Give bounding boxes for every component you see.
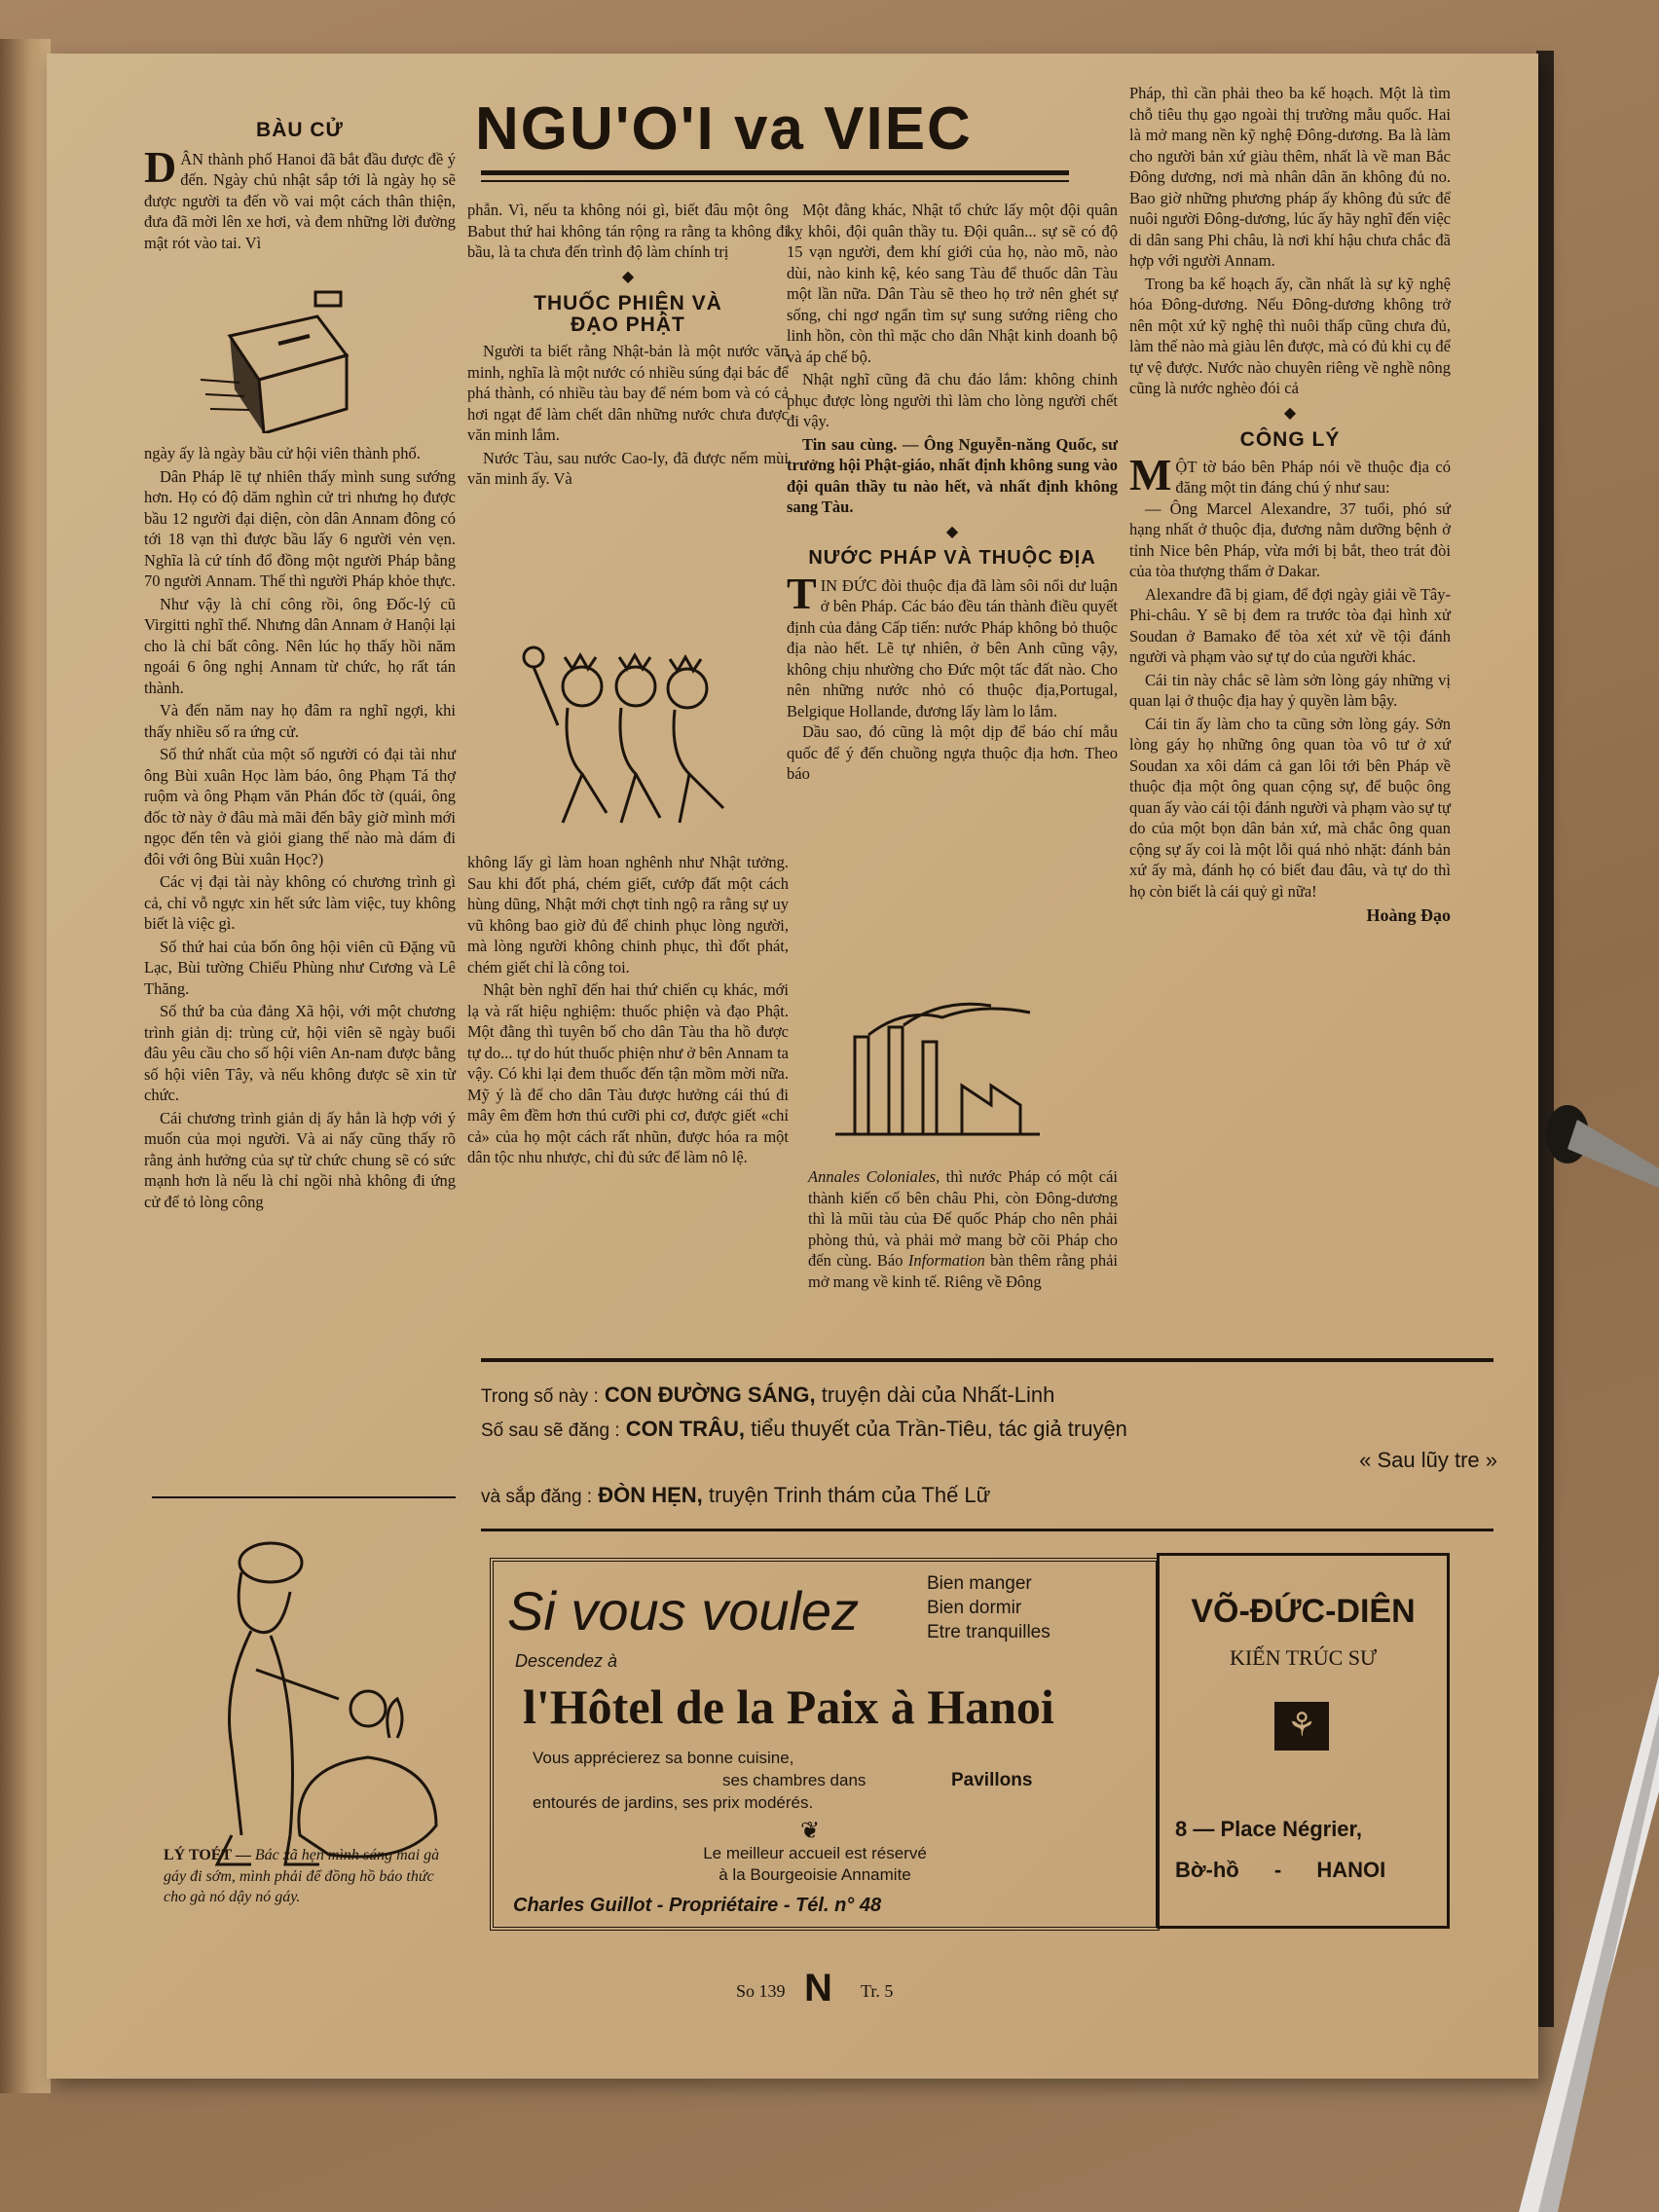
announce-desc: truyện Trinh thám của Thế Lữ	[708, 1483, 991, 1507]
paragraph: ÂN thành phố Hanoi đã bắt đầu được đề ý đến. Ngày chủ nhật sắp tới là ngày họ sẽ được người ta đến vồ vai một cách thân thiện, đưa đã mời lên xe hơi, và đem những lời đường mật rót vào tai. Vì	[144, 149, 456, 252]
italic-title: Information	[907, 1251, 985, 1270]
architect-address-2	[1175, 1858, 1438, 1883]
heading-line: THUỐC PHIỆN VÀ	[534, 292, 722, 314]
cartoon-caption	[164, 1845, 456, 1908]
paragraph: Cái tin ấy làm cho ta cũng sởn lòng gáy. Sởn lòng gáy họ những ông quan tòa vô tư ở xứ Soudan xa xôi dám cả gan lôi tới bên Pháp về thuộc địa một ông quan cộng sự, để buộc ông quan ấy vào cái tội đánh người và phạm vào sự tự do của một bọn dân bản xứ, mà chắc ông quan cộng sự ấy coi là một lỗi quá nhỏ nhặt: đánh bản xứ ấy mà, đánh họ có biết đau đâu, và tự do thì họ còn biết là cái quỷ gì nữa!	[1129, 714, 1451, 901]
ad-option: Bien manger	[927, 1573, 1032, 1594]
architect-address: 8 — Place Négrier,	[1175, 1817, 1362, 1841]
paragraph: Số thứ ba của đảng Xã hội, với một chương trình giản dị: trùng cử, hội viên sẽ ngày buổi đâu yêu cầu cho số hội viên An-nam được bằng số hội viên Tây, và nếu không được sẽ xin từ chức.	[144, 1002, 456, 1104]
article-heading-thuoc-phien	[467, 293, 789, 335]
address-part: HANOI	[1316, 1858, 1386, 1882]
paragraph: Nhật bèn nghĩ đến hai thứ chiến cụ khác, mới lạ và rất hiệu nghiệm: thuốc phiện và đạo Phật. Một đằng thì tuyên bố cho dân Tàu tha hồ được tự do... tự do hút thuốc phiện như ở bên Annam ta vậy. Có khi lại đem thuốc đến tận mồm mời nữa. Mỹ ý là để cho dân Tàu được hưởng cái thú đi mây êm đềm hơn thú cưỡi phi cơ, được giết «chỉ cả» của họ một cách rất nhũn, được hóa ra một dân tộc nhu nhược, chỉ đủ sức để làm nô lệ.	[467, 980, 789, 1166]
column-1-continued	[144, 443, 456, 1214]
ad-descend: Descendez à	[515, 1651, 618, 1671]
paragraph: ngày ấy là ngày bầu cử hội viên thành phố.	[144, 444, 421, 462]
three-marching-figures-illustration	[514, 638, 748, 832]
ad-text-bold: Pavillons	[951, 1770, 1033, 1790]
book-spine	[0, 39, 51, 2093]
column-2-continued	[467, 852, 789, 1170]
ad-text: Vous apprécierez sa bonne cuisine,	[533, 1749, 794, 1767]
paragraph: Alexandre đã bị giam, để đợi ngày giải về Tây-Phi-châu. Y sẽ bị đem ra trước tòa đại hình xử Soudan ở Bamako để tòa xét xử về tội đánh người và phạm vào sự tự do của người khác.	[1129, 584, 1451, 666]
paragraph: Một đằng khác, Nhật tổ chức lấy một đội quân kỵ khôi, đội quân thầy tu. Đội quân... sự sẽ có độ 15 vạn người, đem khí giới của họ, nào mõ, nào dùi, nào kinh kệ, kéo sang Tàu để thuốc dân Tàu một lần nữa. Dân Tàu sẽ theo họ trở nên ghét sự sống, chỉ ngơ ngẩn tìm sự sung sướng riêng cho linh hồn, còn thì mặc cho dân Nhật kinh doanh bộ và áp chế bộ.	[787, 201, 1118, 366]
folio-page: Tr. 5	[861, 1981, 894, 2001]
announcement-line-1	[481, 1382, 1493, 1408]
ad-option: Etre tranquilles	[927, 1622, 1051, 1642]
heading-line: ĐẠO PHẬT	[571, 313, 685, 336]
ad-text: entourés de jardins, ses prix modérés.	[533, 1793, 814, 1812]
hotel-advertisement	[490, 1558, 1160, 1931]
announcement-line-2	[481, 1417, 1493, 1442]
ad-headline: Si vous voulez	[507, 1580, 860, 1641]
ad-text: Le meilleur accueil est réservé	[703, 1844, 927, 1862]
paragraph: Cái tin này chắc sẽ làm sởn lòng gáy những vị quan lại ở thuộc địa hay ỷ quyền làm bậy.	[1129, 670, 1451, 710]
ad-option: Bien dormir	[927, 1598, 1022, 1618]
address-part: -	[1273, 1858, 1282, 1882]
announce-rule-top	[481, 1358, 1493, 1362]
architect-name: VÕ-ĐỨC-DIÊN	[1191, 1593, 1416, 1630]
paragraph	[808, 1166, 1118, 1292]
column-3	[787, 200, 1118, 787]
article-heading-cong-ly: CÔNG LÝ	[1239, 428, 1341, 451]
cartoon-caption-name: LÝ TOÉT —	[164, 1847, 251, 1863]
cartoon-caption-text: Bác xã hẹn mình sáng mai gà gáy đi sớm, mình phải để đồng hồ báo thức cho gà nó dậy nó gáy.	[164, 1847, 440, 1905]
architect-emblem-icon: ⚘	[1274, 1702, 1329, 1751]
announce-desc: truyện dài của Nhất-Linh	[821, 1382, 1055, 1407]
hotel-name: l'Hôtel de la Paix à Hanoi	[523, 1679, 1054, 1734]
announce-title: ĐÒN HẸN,	[598, 1483, 703, 1507]
announce-desc: tiểu thuyết của Trần-Tiêu, tác giả truyện	[751, 1417, 1127, 1441]
paragraph	[787, 434, 1118, 518]
ballot-box-illustration	[201, 287, 366, 433]
masthead-title: NGU'O'I va VIEC	[475, 95, 973, 163]
paragraph: Nhật nghĩ cũng đã chu đáo lắm: không chinh phục được lòng người thì làm cho lòng người chết đi vậy.	[787, 370, 1118, 430]
paragraph: phẫn. Vì, nếu ta không nói gì, biết đâu một ông Babut thứ hai không tán rộng ra rằng ta không đi bầu, là ta chưa đến trình độ làm chính trị	[467, 201, 789, 261]
paragraph: Trong ba kế hoạch ấy, cần nhất là sự kỹ nghệ hóa Đông-dương. Nếu Đông-dương không trở nên một xứ kỹ nghệ thì nuôi thấp cũng chưa đủ, làm thế nào mà giàu lên được, mà có đủ khi cụ để tự vệ được. Nước nào chuyên riêng về nghề nông cũng là nước nghèo đói cả	[1129, 274, 1451, 397]
paragraph: IN ĐỨC đòi thuộc địa đã làm sôi nổi dư luận ở bên Pháp. Các báo đều tán thành điều quyết định của đảng Cấp tiến: nước Pháp không bỏ thuộc địa nào hết. Lẽ tự nhiên, ở bên Anh cũng vậy, không chịu nhường cho Đức một tấc đất nào. Cho nên những nước nhỏ có thuộc địa,Portugal, Belgique Hollande, đương lấy làm lo lắm.	[787, 575, 1118, 720]
announce-title: CON TRÂU,	[625, 1417, 745, 1441]
column-3-continued	[808, 1166, 1118, 1294]
paragraph: Dân Pháp lẽ tự nhiên thấy mình sung sướng hơn. Họ có độ dăm nghìn cử tri nhưng họ được bầu 12 người đại diện, còn dân Annam đông có tới 18 vạn thì được bầu lấy 6 người vẻn vẹn. Nghĩa là cứ tính đổ đồng một người Pháp bằng 70 người Annam. Thế thì người Pháp khỏe thực.	[144, 466, 456, 590]
paragraph: Nước Tàu, sau nước Cao-ly, đã được nếm mùi văn minh ấy. Và	[467, 448, 789, 488]
section-divider-diamond: ◆	[1283, 404, 1297, 422]
architect-title: KIẾN TRÚC SƯ	[1229, 1645, 1378, 1670]
ad-footer: Charles Guillot - Propriétaire - Tél. n° 48	[513, 1895, 882, 1916]
article-heading-bau-cu: BÀU CỬ	[256, 119, 344, 141]
address-part: Bờ-hồ	[1175, 1858, 1239, 1882]
ad-text: ses chambres dans	[722, 1771, 866, 1789]
signature: Hoàng Đạo	[1366, 905, 1451, 925]
pen-cap	[1538, 1090, 1659, 1188]
announce-label: Trong số này :	[481, 1386, 599, 1407]
announce-label: và sắp đăng :	[481, 1487, 593, 1507]
paragraph: Pháp, thì cần phải theo ba kế hoạch. Một là tìm chỗ tiêu thụ gạo ngoài thị trường mẫu quốc. Hai là mở mang nền kỹ nghệ Đông-dương. Ba là làm cho người bản xứ giàu thêm, nhất là về man Bắc Đông dương, nơi mà nhân dân ăn không đủ no. Bao giờ những phương pháp ấy không đủ sức để nuôi người Đông-dương, lúc ấy hãy nghĩ đến việc di dân sang Phi châu, là nơi khí hậu chưa chắc đã hợp với người Annam.	[1129, 84, 1451, 270]
paragraph: Số thứ hai của bốn ông hội viên cũ Đặng vũ Lạc, Bùi tường Chiểu Phùng như Cương và Lê Thăng.	[144, 937, 456, 998]
announce-label: Số sau sẽ đăng :	[481, 1420, 620, 1441]
section-divider-diamond: ◆	[621, 268, 635, 285]
section-divider-diamond: ◆	[945, 523, 959, 540]
paragraph: Và đến năm nay họ đâm ra nghĩ ngợi, khi thấy nhiều số ra ứng cử.	[144, 701, 456, 741]
paragraph: ỘT tờ báo bên Pháp nói về thuộc địa có đăng một tin đáng chú ý như sau:	[1175, 457, 1451, 497]
paragraph: không lấy gì làm hoan nghênh như Nhật tưởng. Sau khi đốt phá, chém giết, cướp đất một cách hùng dũng, Nhật mới chợt tỉnh ngộ ra rằng sự uy vũ không bao giờ đủ để chinh phục lòng người, mà lòng người không chinh phục, thì đốt phát, chém giết chỉ là công toi.	[467, 853, 789, 977]
announcement-line-2b: « Sau lũy tre »	[1359, 1448, 1497, 1472]
paragraph: Cái chương trình giản dị ấy hẳn là hợp với ý muốn của mọi người. Và ai nấy cũng thấy rõ rằng ảnh hưởng của sự từ chức chung sẽ có sức mạnh hơn là nếu là chỉ ngồi nhà không đi ứng cử để tỏ lòng công	[144, 1108, 456, 1211]
factory-smokestacks-illustration	[826, 998, 1050, 1144]
announce-title: CON ĐƯỜNG SÁNG,	[604, 1382, 816, 1407]
column-2	[467, 200, 789, 492]
italic-title: Annales Coloniales,	[808, 1167, 940, 1186]
newspaper-logo-icon: N	[804, 1967, 832, 2009]
column-4	[1129, 83, 1451, 927]
ad-text: à la Bourgeoisie Annamite	[719, 1865, 911, 1884]
masthead-rule-1	[481, 170, 1069, 175]
newspaper-page	[47, 54, 1538, 2079]
paragraph: Số thứ nhất của một số người có đại tài như ông Bùi xuân Học làm báo, ông Phạm Tá thợ ruộm và ông Phạm văn Phán đốc tờ (quái, ông đốc tờ này ở đâu mà mãi đến bây giờ mình mới ngọc đến tên và giỏi giang thế nào mà dám đi đôi với ông Bùi xuân Học?)	[144, 745, 456, 868]
article-heading-nuoc-phap: NƯỚC PHÁP VÀ THUỘC ĐỊA	[808, 547, 1096, 569]
masthead-rule-2	[481, 180, 1069, 182]
column-1-bottom-rule	[152, 1496, 456, 1498]
folio-issue: So 139	[736, 1981, 786, 2001]
paragraph: — Ông Marcel Alexandre, 37 tuổi, phó sứ hạng nhất ở thuộc địa, đương nằm dưỡng bệnh ở tỉnh Nice bên Pháp, vừa mới bị bắt, theo trát đòi của tòa thượng thẩm ở Dakar.	[1129, 498, 1451, 580]
column-1	[144, 114, 456, 253]
paragraph-bold: Tin sau cùng. — Ông Nguyễn-năng Quốc, sư trưởng hội Phật-giáo, nhất định không sung vào đội quân thầy tu nào hết, và nhất định không sang Tàu.	[787, 434, 1118, 516]
dropcap: M	[1129, 449, 1172, 499]
paragraph: Các vị đại tài này không có chương trình gì cả, chỉ vỗ ngực xin hết sức làm việc, tuy không biết là việc gì.	[144, 872, 456, 933]
paragraph: Như vậy là chỉ công rồi, ông Đốc-lý cũ Virgitti nghĩ thế. Nhưng dân Annam ở Hanội lại cho là chỉ bất công. Nên lúc họ thấy hồi năm ngoái 6 ông nghị Annam từ chức, họ rất tán thành.	[144, 594, 456, 697]
dropcap: D	[144, 141, 177, 192]
paragraph-text: bàn thêm rằng phải mở mang về kinh tế. Riêng về Đông	[808, 1251, 1118, 1291]
announce-rule-bottom	[481, 1529, 1493, 1531]
announcement-line-3	[481, 1483, 1493, 1508]
ad-ornament-icon: ❦	[800, 1819, 821, 1844]
architect-advertisement	[1157, 1553, 1450, 1929]
paragraph-text: thì nước Pháp có một cái thành kiến cố bên châu Phi, còn Đông-dương thì là mũi tàu của Đế quốc Pháp cho nên phải phòng thủ, và phải mở mang bờ cõi Pháp cho đến cùng. Báo	[808, 1167, 1118, 1270]
paragraph: Người ta biết rằng Nhật-bản là một nước văn minh, nghĩa là một nước có nhiều súng đại bác để phá thành, có nhiều tàu bay để ném bom và có cả hơi ngạt để làm chết dân những nước chưa được văn minh lắm.	[467, 342, 789, 444]
pen-body	[1519, 1675, 1659, 2212]
dropcap: T	[787, 568, 817, 618]
paragraph: Dầu sao, đó cũng là một dịp để báo chí mẫu quốc để ý đến chuồng ngựa thuộc địa hơn. Theo báo	[787, 722, 1118, 783]
